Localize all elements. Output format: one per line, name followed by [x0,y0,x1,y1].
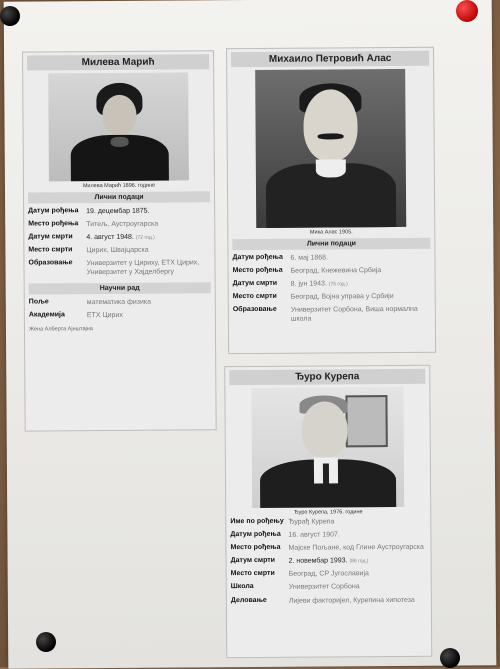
info-row: Место смрти Београд, СР Југославија [230,570,369,579]
info-row: Поље математика физика [28,297,152,306]
section-personal-data: Лични подаци [232,238,430,250]
info-row: Деловање Лијеви факторијел, Курепина хипотеза [230,596,415,605]
infobox-title: Михаило Петровић Алас [231,51,429,67]
pushpin-top-left [0,6,20,26]
infobox-djuro-kurepa [224,365,432,658]
info-row: Датум рођења 16. август 1907. [230,530,340,539]
portrait-photo [251,387,404,508]
section-scientific-work: Научни рад [29,282,211,294]
photo-caption: Мика Алас 1905. [309,229,353,236]
section-personal-data: Лични подаци [28,191,210,203]
portrait-photo [255,69,406,228]
info-row: Датум смрти 8. јун 1943. (75 год.) [232,279,348,288]
info-row: Место рођења Београд, Кнежевина Србија [232,266,382,275]
pushpin-bottom-right [440,648,460,668]
infobox-mileva-maric [22,50,217,431]
info-row: Име по рођењу Ђурађ Курепа [230,517,335,526]
info-row: Образовање Универзитет Сорбона, Виша нормална школа [232,306,418,324]
info-row: Датум смрти 2. новембар 1993. (86 год.) [230,557,369,566]
portrait-photo [48,72,189,181]
info-row: Школа Универзитет Сорбона [230,583,360,592]
info-row: Место смрти Цирих, Швајцарска [28,246,149,255]
infobox-mihailo-petrovic-alas [226,47,436,354]
info-row: Датум рођења 19. децембар 1875. [28,207,150,216]
infobox-title: Ђуро Курепа [229,369,425,385]
info-row: Место рођења Мајске Пољане, код Глине Аустроугарска [230,543,424,552]
pushpin-bottom-left [36,632,56,652]
info-row: Датум рођења 6. мај 1868. [232,253,329,262]
infobox-title: Милева Марић [27,54,209,70]
info-row: Образовање Универзитет у Цириху, ЕТХ Цирих, Универзитет у Хајделбергу [28,259,200,277]
photo-caption: Милева Марић 1896. године [82,182,156,190]
footnote: Жена Алберта Ајнштајна [28,325,93,333]
photo-caption: Ђуро Курепа, 1976. године [293,509,363,516]
paper-sheet [4,0,497,669]
pushpin-top-right [456,0,478,22]
info-row: Академија ЕТХ Цирих [28,310,123,319]
info-row: Место смрти Београд, Војна управа у Србији [232,293,394,301]
info-row: Место рођења Титељ, Аустроугарска [28,220,159,229]
info-row: Датум смрти 4. август 1948. (72 год.) [28,233,155,242]
